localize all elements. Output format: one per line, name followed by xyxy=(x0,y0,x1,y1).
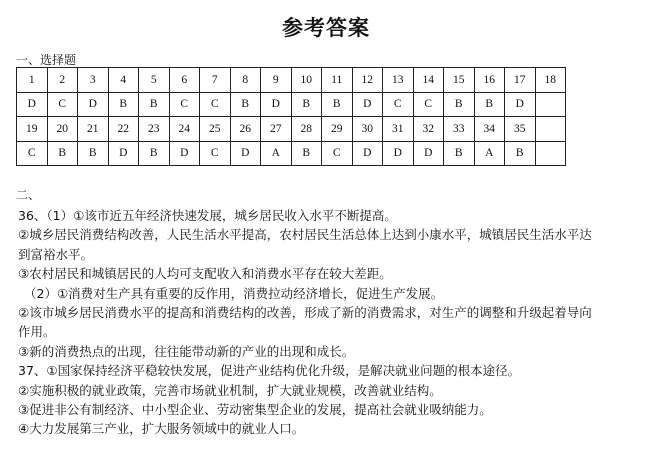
question-number-cell: 23 xyxy=(139,117,170,142)
question-number-cell: 25 xyxy=(200,117,231,142)
answer-cell: B xyxy=(322,92,353,117)
answer-cell: D xyxy=(17,92,48,117)
section-label-multiple-choice: 一、选择题 xyxy=(16,53,77,67)
answer-cell: B xyxy=(139,92,170,117)
answer-cell xyxy=(535,141,566,166)
answer-text-line: ③促进非公有制经济、中小型企业、劳动密集型企业的发展，提高社会就业吸纳能力。 xyxy=(18,402,492,418)
question-number-cell: 22 xyxy=(108,117,139,142)
question-number-cell: 18 xyxy=(535,68,566,93)
answer-cell: B xyxy=(474,92,505,117)
question-number-cell: 5 xyxy=(139,68,170,93)
answer-cell: B xyxy=(291,141,322,166)
answer-text-line: （2）①消费对生产具有重要的反作用，消费拉动经济增长，促进生产发展。 xyxy=(24,285,444,301)
question-number-cell: 12 xyxy=(352,68,383,93)
answer-cell: A xyxy=(261,141,292,166)
page-title: 参考答案 xyxy=(282,16,370,40)
answer-text-line: ②城乡居民消费结构改善，人民生活水平提高，农村居民生活总体上达到小康水平，城镇居民生活水平达 xyxy=(18,227,592,243)
question-number-cell: 7 xyxy=(200,68,231,93)
answer-cell: D xyxy=(383,141,414,166)
question-number-cell: 13 xyxy=(383,68,414,93)
question-number-cell: 31 xyxy=(383,117,414,142)
answer-cell xyxy=(535,92,566,117)
question-number-cell: 15 xyxy=(444,68,475,93)
question-number-cell: 32 xyxy=(413,117,444,142)
answer-cell: C xyxy=(200,141,231,166)
question-number-cell: 24 xyxy=(169,117,200,142)
answer-cell: D xyxy=(108,141,139,166)
answer-cell: B xyxy=(108,92,139,117)
answer-cell: D xyxy=(505,92,536,117)
question-number-cell: 20 xyxy=(47,117,78,142)
section-label-short-answer: 二、 xyxy=(16,188,41,202)
question-number-cell: 14 xyxy=(413,68,444,93)
answer-cell: D xyxy=(352,92,383,117)
answer-cell: C xyxy=(200,92,231,117)
answer-table xyxy=(16,67,566,166)
answer-text-line: ④大力发展第三产业，扩大服务领域中的就业人口。 xyxy=(18,421,305,437)
question-number-cell: 19 xyxy=(17,117,48,142)
answer-row xyxy=(17,141,566,166)
answer-cell: D xyxy=(352,141,383,166)
answer-cell: D xyxy=(230,141,261,166)
answer-cell: D xyxy=(413,141,444,166)
question-number-cell: 10 xyxy=(291,68,322,93)
answer-cell: D xyxy=(261,92,292,117)
question-number-cell: 33 xyxy=(444,117,475,142)
answer-text-line: ③农村居民和城镇居民的人均可支配收入和消费水平存在较大差距。 xyxy=(18,266,392,282)
question-number-cell: 34 xyxy=(474,117,505,142)
answer-cell: B xyxy=(291,92,322,117)
question-number-cell: 16 xyxy=(474,68,505,93)
answer-text-line: 到富裕水平。 xyxy=(18,246,94,262)
question-number-cell: 30 xyxy=(352,117,383,142)
answer-cell: D xyxy=(169,141,200,166)
question-number-cell: 6 xyxy=(169,68,200,93)
answer-text-line: ②该市城乡居民消费水平的提高和消费结构的改善，形成了新的消费需求，对生产的调整和升级起着导向 xyxy=(18,305,592,321)
answer-text-line: ③新的消费热点的出现，往往能带动新的产业的出现和成长。 xyxy=(18,343,355,359)
answer-cell: B xyxy=(505,141,536,166)
question-number-cell: 17 xyxy=(505,68,536,93)
question-number-cell: 11 xyxy=(322,68,353,93)
question-number-cell: 3 xyxy=(78,68,109,93)
answer-text-line: 作用。 xyxy=(18,324,56,340)
question-number-cell: 27 xyxy=(261,117,292,142)
answer-text-block xyxy=(18,206,638,439)
answer-text-line: ②实施积极的就业政策，完善市场就业机制，扩大就业规模，改善就业结构。 xyxy=(18,382,442,398)
answer-cell: D xyxy=(78,92,109,117)
question-number-cell: 4 xyxy=(108,68,139,93)
question-number-cell: 21 xyxy=(78,117,109,142)
answer-cell: B xyxy=(444,92,475,117)
answer-cell: C xyxy=(322,141,353,166)
answer-cell: C xyxy=(383,92,414,117)
answer-cell: B xyxy=(230,92,261,117)
question-number-cell: 35 xyxy=(505,117,536,142)
question-number-cell: 29 xyxy=(322,117,353,142)
answer-text-line: 37、①国家保持经济平稳较快发展，促进产业结构优化升级，是解决就业问题的根本途径。 xyxy=(18,363,521,379)
question-number-cell xyxy=(535,117,566,142)
answer-text-line: 36、（1）①该市近五年经济快速发展，城乡居民收入水平不断提高。 xyxy=(18,208,397,223)
question-number-cell: 8 xyxy=(230,68,261,93)
answer-cell: B xyxy=(47,141,78,166)
question-number-row xyxy=(17,68,566,93)
question-number-cell: 2 xyxy=(47,68,78,93)
question-number-cell: 26 xyxy=(230,117,261,142)
answer-cell: B xyxy=(139,141,170,166)
answer-cell: B xyxy=(444,141,475,166)
question-number-row xyxy=(17,117,566,142)
answer-cell: C xyxy=(169,92,200,117)
question-number-cell: 1 xyxy=(17,68,48,93)
question-number-cell: 9 xyxy=(261,68,292,93)
answer-cell: A xyxy=(474,141,505,166)
answer-row xyxy=(17,92,566,117)
question-number-cell: 28 xyxy=(291,117,322,142)
answer-cell: C xyxy=(47,92,78,117)
answer-cell: B xyxy=(78,141,109,166)
answer-cell: C xyxy=(413,92,444,117)
answer-cell: C xyxy=(17,141,48,166)
